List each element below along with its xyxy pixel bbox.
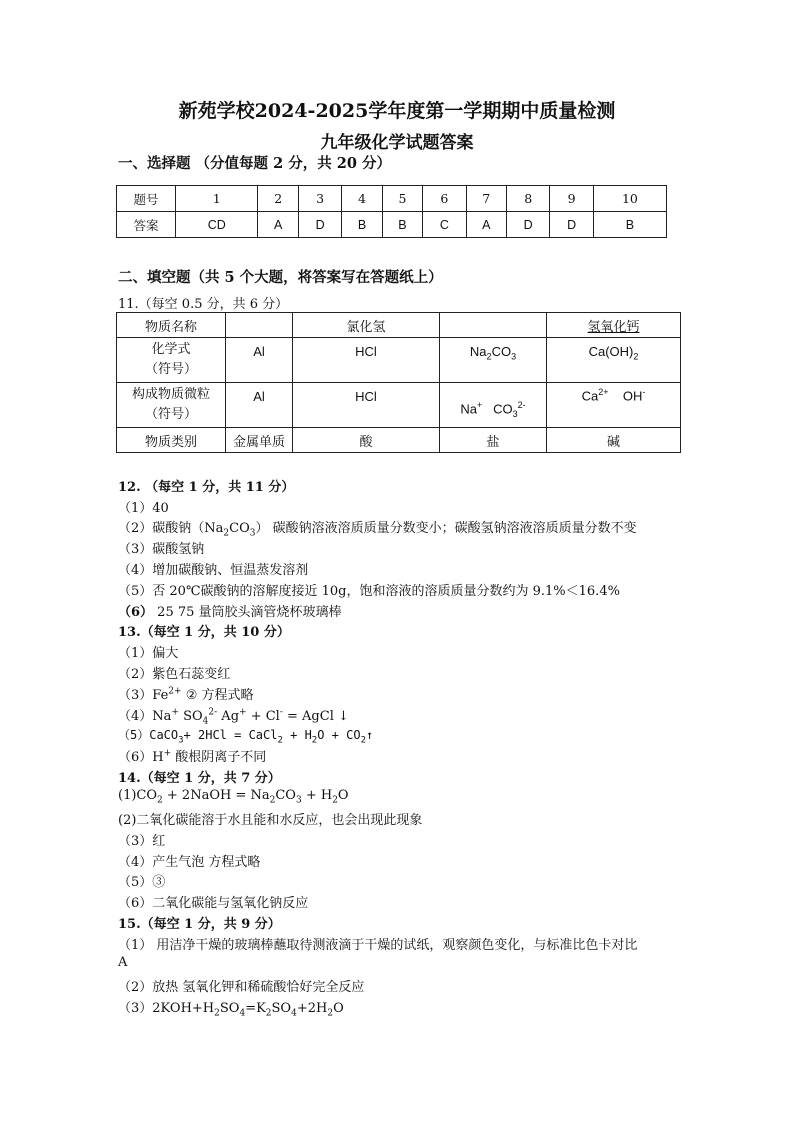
name-cell: 氯化氢 (293, 313, 440, 338)
name-cell: 氢氧化钙 (547, 313, 681, 338)
subscript: 2 (633, 351, 639, 362)
subscript: 4 (239, 1008, 246, 1019)
name-cell (440, 313, 547, 338)
text: + 2HCl = CaCl (183, 728, 278, 742)
page-title: 新苑学校2024-2025学年度第一学期期中质量检测 (178, 100, 616, 122)
q14-line: （3）红 (118, 834, 166, 849)
q13-line: （1）偏大 (118, 646, 179, 661)
subscript: 2 (223, 528, 230, 539)
row-label: 物质类别 (117, 428, 226, 453)
formula-cell: HCl (293, 338, 440, 383)
question-number: 6 (423, 186, 466, 212)
q12-line: （3）碳酸氢钠 (118, 542, 205, 557)
question-number: 3 (298, 186, 341, 212)
text: Ag (217, 709, 240, 724)
formula-cell (440, 338, 547, 383)
answer-cell: D (506, 212, 549, 238)
label-line: （符号） (144, 362, 197, 377)
particle-text: Na (460, 401, 477, 417)
text: O (337, 788, 349, 803)
q13-line (118, 705, 349, 727)
text: = AgCl ↓ (282, 709, 349, 724)
particle-text: Ca (581, 388, 599, 404)
type-cell: 盐 (440, 428, 547, 453)
answer-cell: C (423, 212, 466, 238)
formula-text: Na (469, 344, 487, 359)
q12-line: （5）否 20℃碳酸钠的溶解度接近 10g，饱和溶液的溶质质量分数约为 9.1%＜16.4% (118, 584, 620, 599)
table-row (117, 338, 681, 383)
page-subtitle: 九年级化学试题答案 (320, 133, 474, 153)
formula-text: Ca(OH) (588, 344, 634, 359)
q12-line: （1）40 (118, 501, 169, 516)
q11-heading: 11.（每空 0.5 分，共 6 分） (118, 297, 289, 312)
text: （3）Fe (118, 688, 169, 703)
label-line: 构成物质微粒 (131, 387, 210, 402)
row-label (117, 383, 226, 428)
text: + H (301, 788, 333, 803)
text: + 2NaOH = Na (162, 788, 270, 803)
question-number: 8 (506, 186, 549, 212)
subscript: 2 (269, 795, 276, 806)
superscript: 2+ (168, 686, 182, 697)
q14-heading: 14.（每空 1 分，共 7 分） (118, 771, 281, 786)
subscript: 2 (327, 1008, 334, 1019)
subscript: 2 (332, 795, 338, 806)
row-label (117, 338, 226, 383)
table-row (117, 313, 681, 338)
answer-table (116, 185, 667, 238)
text: （5）CaCO (118, 728, 179, 742)
q13-line (118, 746, 266, 765)
q15-line: （1） 用洁净干燥的玻璃棒蘸取待测液滴于干燥的试纸，观察颜色变化，与标准比色卡对比 (118, 938, 638, 953)
q14-line: (2)二氧化碳能溶于水且能和水反应，也会出现此现象 (118, 813, 423, 828)
label-line: （符号） (144, 407, 197, 422)
particle-cell: Al (226, 383, 293, 428)
q13-line (118, 684, 253, 703)
text: ② 方程式略 (181, 688, 254, 703)
q15-heading: 15.（每空 1 分，共 9 分） (118, 917, 281, 932)
q12-line: （4）增加碳酸钠、恒温蒸发溶剂 (118, 563, 309, 578)
particle-cell (440, 383, 547, 428)
text: （4）Na (118, 709, 172, 724)
particle-cell: HCl (293, 383, 440, 428)
text: 25 75 量筒胶头滴管烧杯玻璃棒 (153, 605, 342, 620)
table-row (117, 383, 681, 428)
text: SO (219, 1001, 240, 1016)
superscript: - (642, 387, 646, 397)
section2-heading: 二、填空题（共 5 个大题，将答案写在答题纸上） (118, 269, 443, 286)
q15-line: （2）放热 氢氧化钾和稀硫酸恰好完全反应 (118, 980, 365, 995)
subscript: 2 (486, 351, 492, 362)
subscript: 2 (265, 1008, 272, 1019)
answer-cell: A (466, 212, 506, 238)
formula-cell: Al (226, 338, 293, 383)
superscript: + (476, 400, 483, 411)
q15-line (118, 997, 344, 1019)
type-cell: 酸 (293, 428, 440, 453)
question-number: 4 (342, 186, 382, 212)
q14-line: （4）产生气泡 方程式略 (118, 855, 261, 870)
table-row (117, 212, 667, 238)
subscript: 3 (511, 351, 517, 362)
text: ↑ (366, 728, 374, 742)
text: SO (271, 1001, 292, 1016)
text: =K (245, 1001, 266, 1016)
subscript: 2 (311, 735, 318, 746)
question-number: 10 (593, 186, 666, 212)
text: ） 碳酸钠溶液溶质质量分数变小；碳酸氢钠溶液溶质质量分数不变 (255, 521, 637, 536)
name-cell (226, 313, 293, 338)
superscript: + (163, 748, 172, 759)
answer-cell: B (382, 212, 422, 238)
answer-cell: A (258, 212, 298, 238)
particle-text: CO (493, 401, 513, 417)
text: CO (229, 521, 250, 536)
q12-line (118, 601, 342, 620)
substance-table (116, 312, 681, 453)
superscript: 2- (208, 707, 218, 718)
question-number: 1 (176, 186, 258, 212)
text: + H (282, 728, 312, 742)
formula-cell (547, 338, 681, 383)
text: O + CO (317, 728, 361, 742)
question-number: 9 (550, 186, 593, 212)
q12-line (118, 517, 637, 539)
answer-cell: B (342, 212, 382, 238)
text: （3）2KOH+H (118, 1001, 215, 1016)
q13-line: （2）紫色石蕊变红 (118, 667, 231, 682)
superscript: + (171, 707, 179, 718)
q14-line: （6）二氧化碳能与氢氧化钠反应 (118, 896, 309, 911)
q15-line: A (118, 955, 128, 970)
superscript: + (239, 707, 247, 718)
particle-text: OH (622, 388, 643, 404)
q13-line (118, 726, 373, 745)
text: CO (275, 788, 296, 803)
question-number: 7 (466, 186, 506, 212)
subscript: 3 (295, 795, 302, 806)
text: （6） (118, 605, 154, 620)
formula-text: CO (491, 344, 512, 359)
answer-cell: D (550, 212, 593, 238)
row-label: 题号 (117, 186, 176, 212)
q13-heading: 13.（每空 1 分，共 10 分） (118, 625, 290, 640)
answer-cell: CD (176, 212, 258, 238)
type-cell: 金属单质 (226, 428, 293, 453)
q14-line (118, 788, 349, 806)
answer-cell: B (593, 212, 666, 238)
table-row (117, 186, 667, 212)
table-row (117, 428, 681, 453)
superscript: 2- (517, 400, 526, 411)
text: + Cl (246, 709, 280, 724)
question-number: 2 (258, 186, 298, 212)
text: （6）H (118, 750, 164, 765)
text: O (333, 1001, 344, 1016)
particle-cell (547, 383, 681, 428)
text: 酸根阴离子不同 (171, 750, 267, 765)
type-cell: 碱 (547, 428, 681, 453)
answer-cell: D (298, 212, 341, 238)
section1-heading: 一、选择题 （分值每题 2 分，共 20 分） (118, 155, 392, 172)
q12-heading: 12. （每空 1 分，共 11 分） (118, 480, 295, 495)
text: （2）碳酸钠（Na (118, 521, 224, 536)
subscript: 2 (157, 795, 163, 806)
text: SO (178, 709, 203, 724)
label-line: 化学式 (151, 342, 191, 357)
q14-line: （5）③ (118, 875, 166, 890)
superscript: - (279, 707, 283, 718)
subscript: 4 (202, 716, 209, 727)
text: +2H (296, 1001, 328, 1016)
subscript: 2 (214, 1008, 220, 1019)
question-number: 5 (382, 186, 422, 212)
subscript: 2 (277, 735, 283, 746)
subscript: 3 (249, 528, 256, 539)
row-label: 答案 (117, 212, 176, 238)
superscript: 2+ (598, 387, 609, 397)
text: (1)CO (118, 788, 158, 803)
subscript: 3 (178, 735, 184, 746)
subscript: 2 (360, 735, 366, 746)
subscript: 3 (512, 409, 518, 419)
row-label: 物质名称 (117, 313, 226, 338)
subscript: 4 (291, 1008, 297, 1019)
